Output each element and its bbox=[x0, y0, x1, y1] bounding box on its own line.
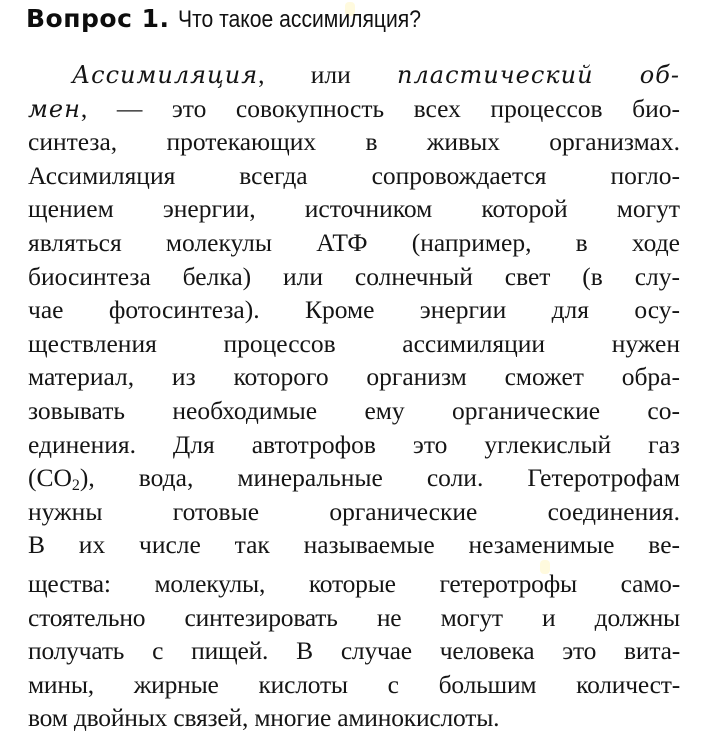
text-line: чае фотосинтеза). Кроме энергии для осу- bbox=[28, 295, 680, 325]
text-span: (CO bbox=[28, 463, 72, 493]
question-text: Что такое ассимиляция? bbox=[177, 6, 421, 33]
text-line: стоятельно синтезировать не могут и должны bbox=[28, 602, 680, 632]
text-span: ), вода, минеральные соли. Гетеротрофам bbox=[79, 463, 680, 493]
text-line: вом двойных связей, многие аминокислоты. bbox=[28, 703, 500, 733]
text-span: , — это совокупность всех процессов био- bbox=[80, 93, 680, 123]
text-line: материал, из которого организм сможет обра- bbox=[28, 362, 680, 392]
text-line: нужны готовые органические соединения. bbox=[28, 496, 680, 526]
text-line: ществления процессов ассимиляции нужен bbox=[28, 328, 680, 358]
emphasized-term: Ассимиляция bbox=[72, 61, 259, 89]
text-line: зовывать необходимые ему органические со- bbox=[28, 395, 680, 425]
emphasized-term: об- bbox=[639, 61, 680, 89]
text-line: являться молекулы АТФ (например, в ходе bbox=[28, 227, 680, 257]
emphasized-term: пластический bbox=[397, 61, 594, 89]
text-line: $(CO_2)$, вода, минеральные соли. Гетеротрофам bbox=[28, 463, 680, 495]
text-line: биосинтеза белка) или солнечный свет (в слу- bbox=[28, 261, 680, 291]
text-line: единения. Для автотрофов это углекислый газ bbox=[28, 429, 680, 459]
answer-paragraph bbox=[28, 58, 680, 735]
text-line: получать с пищей. В случае человека это вита- bbox=[28, 636, 680, 666]
text-line: мины, жирные кислоты с большим количест- bbox=[28, 669, 680, 699]
question-header bbox=[26, 4, 454, 44]
question-label: Вопрос 1. bbox=[26, 4, 170, 33]
text-line: Ассимиляция всегда сопровождается погло- bbox=[28, 160, 680, 190]
text-line: щением энергии, источником которой могут bbox=[28, 194, 680, 224]
text-line bbox=[28, 92, 680, 126]
text-span: , или bbox=[258, 60, 398, 89]
emphasized-term: мен bbox=[28, 94, 81, 123]
text-span bbox=[594, 60, 640, 89]
text-line bbox=[28, 58, 680, 92]
text-line: синтеза, протекающих в живых организмах. bbox=[28, 127, 680, 157]
text-line: щества: молекулы, которые гетеротрофы само- bbox=[28, 568, 680, 598]
text-line: В их числе так называемые незаменимые ве- bbox=[28, 530, 680, 560]
